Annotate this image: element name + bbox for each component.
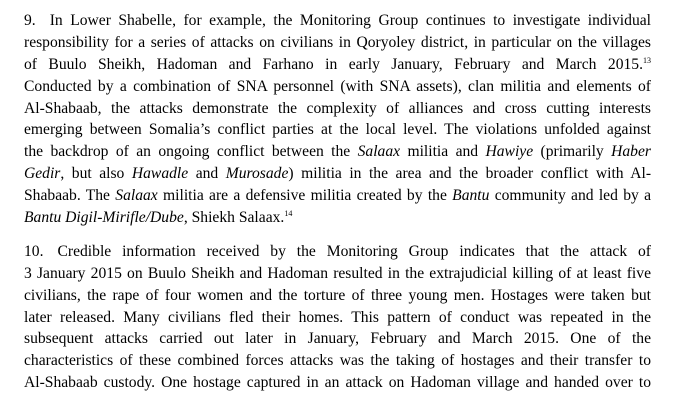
text-line: emerging between Somalia’s conflict parties at the local level. The violations unfolded against: [24, 121, 651, 139]
text-line: Gedir, but also Hawadle and Murosade) militia in the area and the broader conflict with Al-: [24, 165, 652, 183]
text-line: 9. In Lower Shabelle, for example, the Monitoring Group continues to investigate individual: [24, 12, 651, 29]
text-line: the backdrop of an ongoing conflict between the Salaax militia and Hawiye (primarily Haber: [24, 143, 651, 161]
text-line: Bantu Digil-Mirifle/Dube, Shiekh Salaax.$^{14}$: [24, 209, 293, 227]
text-line: characteristics of these combined forces attacks was the taking of hostages and their transfer to: [24, 352, 651, 370]
paragraph-9: [24, 10, 651, 229]
paragraph-gap: [24, 229, 651, 241]
paragraph-number: 10.: [24, 242, 44, 260]
document-page: [24, 10, 651, 394]
paragraph-number: 9.: [24, 12, 36, 29]
text-line: later released. Many civilians fled their homes. This pattern of conduct was repeated in the: [24, 308, 651, 326]
footnote-ref[interactable]: 13: [643, 55, 651, 65]
paragraph-10: [24, 241, 651, 394]
text-line: of Buulo Sheikh, Hadoman and Farhano in early January, February and March 2015.13: [24, 55, 651, 73]
text-line: 3 January 2015 on Buulo Sheikh and Hadoman resulted in the extrajudicial killing of at least five: [24, 264, 651, 282]
text-line: Al-Shabaab, the attacks demonstrate the complexity of alliances and cross cutting interests: [24, 99, 651, 117]
text-line: subsequent attacks carried out later in January, February and March 2015. One of the: [24, 330, 651, 348]
text-line: civilians, the rape of four women and the torture of three young men. Hostages were taken but: [24, 286, 651, 304]
text-line: Conducted by a combination of SNA personnel (with SNA assets), clan militia and elements of: [24, 77, 651, 95]
footnote-ref[interactable]: 14: [284, 209, 293, 219]
text-line: responsibility for a series of attacks on civilians in Qoryoley district, in particular on the villages: [24, 33, 651, 51]
text-line: Al-Shabaab custody. One hostage captured in an attack on Hadoman village and handed over to: [24, 374, 651, 392]
text-line: 10. Credible information received by the Monitoring Group indicates that the attack of: [24, 242, 651, 260]
text-line: Shabaab. The Salaax militia are a defensive militia created by the Bantu community and led by a: [24, 187, 652, 205]
